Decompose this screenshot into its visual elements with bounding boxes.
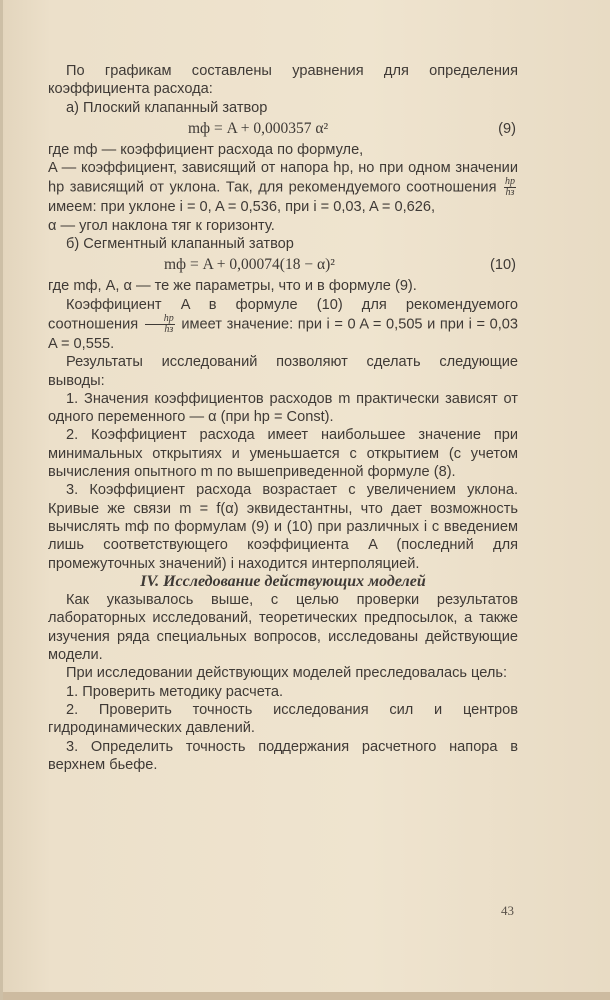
ratio-fraction-a — [504, 177, 516, 198]
where-m-phi: где mф — коэффициент расхода по формуле, — [48, 141, 364, 158]
section-heading: IV. Исследование действующих моделей — [140, 572, 426, 590]
coefficient-a-values: имеет значение: при i = 0 A = 0,505 и при i = 0,03 A = 0,555. — [48, 316, 518, 352]
where-alpha: α — угол наклона тяг к горизонту. — [48, 217, 275, 234]
equation-10 — [48, 253, 518, 277]
case-a-title: а) Плоский клапанный затвор — [66, 99, 268, 116]
section-paragraph-2: При исследовании действующих моделей преследовалась цель: — [66, 665, 508, 682]
ratio-fraction-b — [145, 314, 175, 335]
coefficient-a-paragraph — [48, 296, 518, 354]
equation-9-formula: mф = A + 0,000357 α² — [188, 119, 329, 137]
section-paragraph-1: Как указывалось выше, с целью проверки результатов лабораторных исследований, теоретических предпосылок, а также изучения ряда специальных вопросов, исследованы действующие модели. — [48, 592, 518, 664]
goal-1: 1. Проверить методику расчета. — [66, 683, 284, 700]
ratio-denominator-b: hз — [164, 323, 174, 335]
conclusion-3: 3. Коэффициент расхода возрастает с увеличением уклона. Кривые же связи m = f(α) эквидестантны, что дает возможность вычислять mф по формулам (9) и (10) при различных i с введением лишь соответствующего коэффициента A (последний для промежуточных значений) i находится интерполяцией. — [48, 482, 518, 572]
conclusion-2: 2. Коэффициент расхода имеет наибольшее значение при минимальных открытиях и уменьшается с открытием (с учетом вычисления опытного m по вышеприведенной формуле (8). — [48, 427, 518, 481]
ratio-denominator-a: hз — [505, 187, 515, 199]
intro-paragraph: По графикам составлены уравнения для определения коэффициента расхода: — [48, 63, 518, 98]
case-b-title: б) Сегментный клапанный затвор — [66, 236, 294, 253]
page-text — [48, 62, 518, 774]
goal-3: 3. Определить точность поддержания расчетного напора в верхнем бьефе. — [48, 738, 518, 773]
where-a-values: имеем: при уклоне i = 0, A = 0,536, при i = 0,03, A = 0,626, — [48, 199, 436, 216]
page-number: 43 — [501, 903, 514, 918]
page-bottom-edge — [3, 992, 610, 1000]
where-a-coefficient — [48, 159, 518, 217]
equation-9 — [48, 117, 518, 141]
equation-10-formula: mф = A + 0,00074(18 − α)² — [164, 256, 335, 274]
conclusion-1: 1. Значения коэффициентов расходов m практически зависят от одного переменного — α (при hр = Const). — [48, 390, 518, 426]
goal-2: 2. Проверить точность исследования сил и центров гидродинамических давлений. — [48, 701, 518, 737]
equation-10-number: (10) — [490, 257, 516, 274]
where-a-text: A — коэффициент, зависящий от напора hр, но при одном значении hр зависящий от уклона. Так, для рекомендуемого соотношения — [48, 160, 518, 196]
coefficient-a-text: Коэффициент A в формуле (10) для рекомендуемого соотношения — [48, 296, 518, 333]
equation-9-number: (9) — [498, 120, 516, 137]
ratio-numerator-a: hр — [505, 176, 515, 188]
results-intro: Результаты исследований позволяют сделать следующие выводы: — [48, 354, 518, 389]
where-params: где mф, A, α — те же параметры, что и в формуле (9). — [48, 278, 417, 295]
ratio-numerator-b: hр — [145, 314, 175, 325]
